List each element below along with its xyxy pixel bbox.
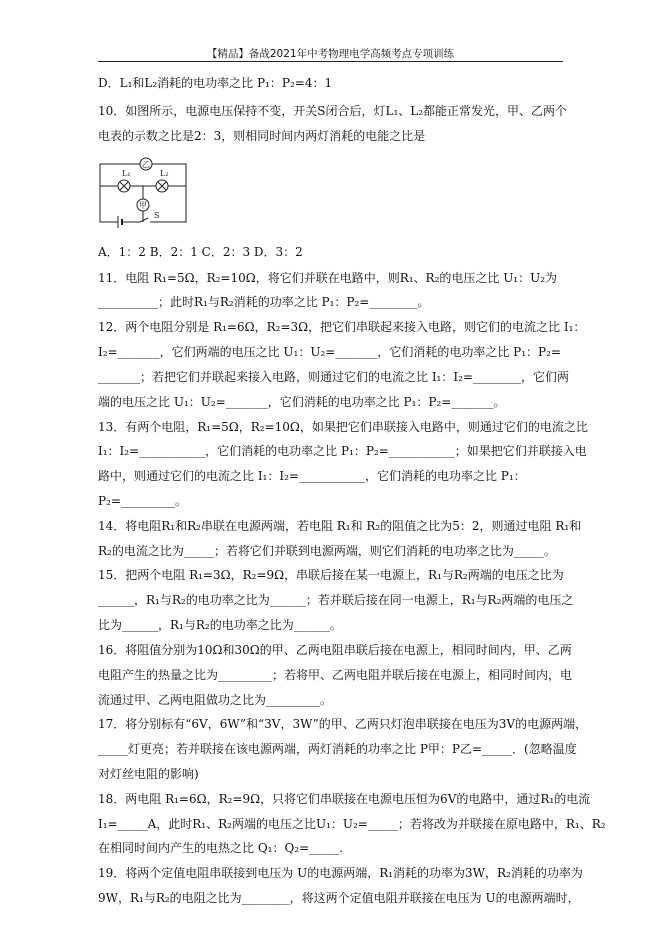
- text-line: 路中，则通过它们的电流之比 I₁：I₂=___________，它们消耗的电功率之比 P₁：: [98, 469, 526, 483]
- text-line: 对灯丝电阻的影响): [98, 767, 199, 781]
- meter-yi-label: 乙: [142, 160, 150, 169]
- circuit-diagram: [98, 148, 190, 230]
- meter-jia-label: 甲: [139, 201, 147, 210]
- text-line: 12．两个电阻分别是 R₁=6Ω，R₂=3Ω，把它们串联起来接入电路，则它们的电流之比 I₁：: [98, 320, 586, 334]
- text-line: A．1：2 B．2：1 C．2：3 D．3：2: [98, 245, 303, 259]
- text-line: R₂的电流之比为_____；若将它们并联到电源两端，则它们消耗的电功率之比为_____。: [98, 544, 556, 558]
- text-line: __________；此时R₁与R₂消耗的功率之比 P₁：P₂=________。: [98, 295, 430, 309]
- lamp-l1-label: L₁: [122, 169, 131, 178]
- text-line: 电表的示数之比是2：3，则相同时间内两灯消耗的电能之比是: [98, 129, 426, 143]
- document-header: 【精品】备战2021年中考物理电学高频考点专项训练: [206, 48, 455, 60]
- text-line: 9W，R₁与R₂的电阻之比为________，将这两个定值电阻并联接在电压为 U的电源两端时，: [98, 891, 580, 905]
- text-line: 流通过甲、乙两电阻做功之比为_________。: [98, 693, 333, 707]
- text-line: D．L₁和L₂消耗的电功率之比 P₁：P₂=4：1: [98, 76, 333, 90]
- text-line: I₁：I₂=___________，它们消耗的电功率之比 P₁：P₂=___________；如果把它们并联接入电: [98, 444, 587, 458]
- text-line: 15．把两个电阻 R₁=3Ω，R₂=9Ω，串联后接在某一电源上，R₁与R₂两端的电压之比为: [98, 568, 564, 582]
- text-line: I₂=_______，它们两端的电压之比 U₁：U₂=_______，它们消耗的电功率之比 P₁：P₂=: [98, 345, 561, 359]
- text-line: 电阻产生的热量之比为_________；若将甲、乙两电阻并联后接在电源上，相同时间内，电: [98, 668, 573, 682]
- lamp-l1-icon: [118, 180, 130, 192]
- text-line: 16．将阻值分别为10Ω和30Ω的甲、乙两电阻串联后接在电源上，相同时间内，甲、乙两: [98, 643, 572, 657]
- text-line: 17．将分别标有“6V，6W”和“3V，3W”的甲、乙两只灯泡串联接在电压为3V的电源两端，: [98, 717, 588, 731]
- text-line: P₂=_________。: [98, 494, 187, 508]
- lamp-l2-icon: [156, 180, 168, 192]
- text-line: 比为______，R₁与R₂的电功率之比为______。: [98, 618, 342, 632]
- text-line: I₁=_____A，此时R₁、R₂两端的电压之比U₁：U₂=_____；若将改为并联接在原电路中，R₁、R₂: [98, 817, 606, 831]
- text-line: _______；若把它们并联起来接入电路，则通过它们的电流之比 I₁：I₂=________，它们两: [98, 370, 569, 384]
- text-line: 11．电阻 R₁=5Ω，R₂=10Ω，将它们并联在电路中，则R₁、R₂的电压之比 U₁：U₂为: [98, 271, 558, 285]
- header-rule: [98, 61, 563, 62]
- text-line: 13．有两个电阻，R₁=5Ω，R₂=10Ω，如果把它们串联接入电路中，则通过它们的电流之比: [98, 420, 588, 434]
- text-line: 14．将电阻R₁和R₂串联在电源两端，若电阻 R₁和 R₂的阻值之比为5：2，则通过电阻 R₁和: [98, 519, 582, 533]
- text-line: 19．将两个定值电阻串联接到电压为 U的电源两端，R₁消耗的功率为3W，R₂消耗的功率为: [98, 866, 583, 880]
- text-line: _____灯更亮；若并联接在该电源两端，两灯消耗的功率之比 P甲：P乙=_____．(忽略温度: [98, 742, 577, 756]
- text-line: 18．两电阻 R₁=6Ω，R₂=9Ω，只将它们串联接在电源电压恒为6V的电路中，通过R₁的电流: [98, 792, 591, 806]
- text-line: 在相同时间内产生的电热之比 Q₁：Q₂=_____.: [98, 841, 343, 855]
- text-line: ______，R₁与R₂的电功率之比为______；若并联后接在同一电源上，R₁与R₂两端的电压之: [98, 593, 574, 607]
- lamp-l2-label: L₂: [160, 169, 169, 178]
- text-line: 10．如图所示，电源电压保持不变，开关S闭合后，灯L₁、L₂都能正常发光，甲、乙两个: [98, 104, 568, 118]
- switch-label: S: [154, 211, 160, 220]
- text-line: 端的电压之比 U₁：U₂=_______，它们消耗的电功率之比 P₁：P₂=_______。: [98, 395, 506, 409]
